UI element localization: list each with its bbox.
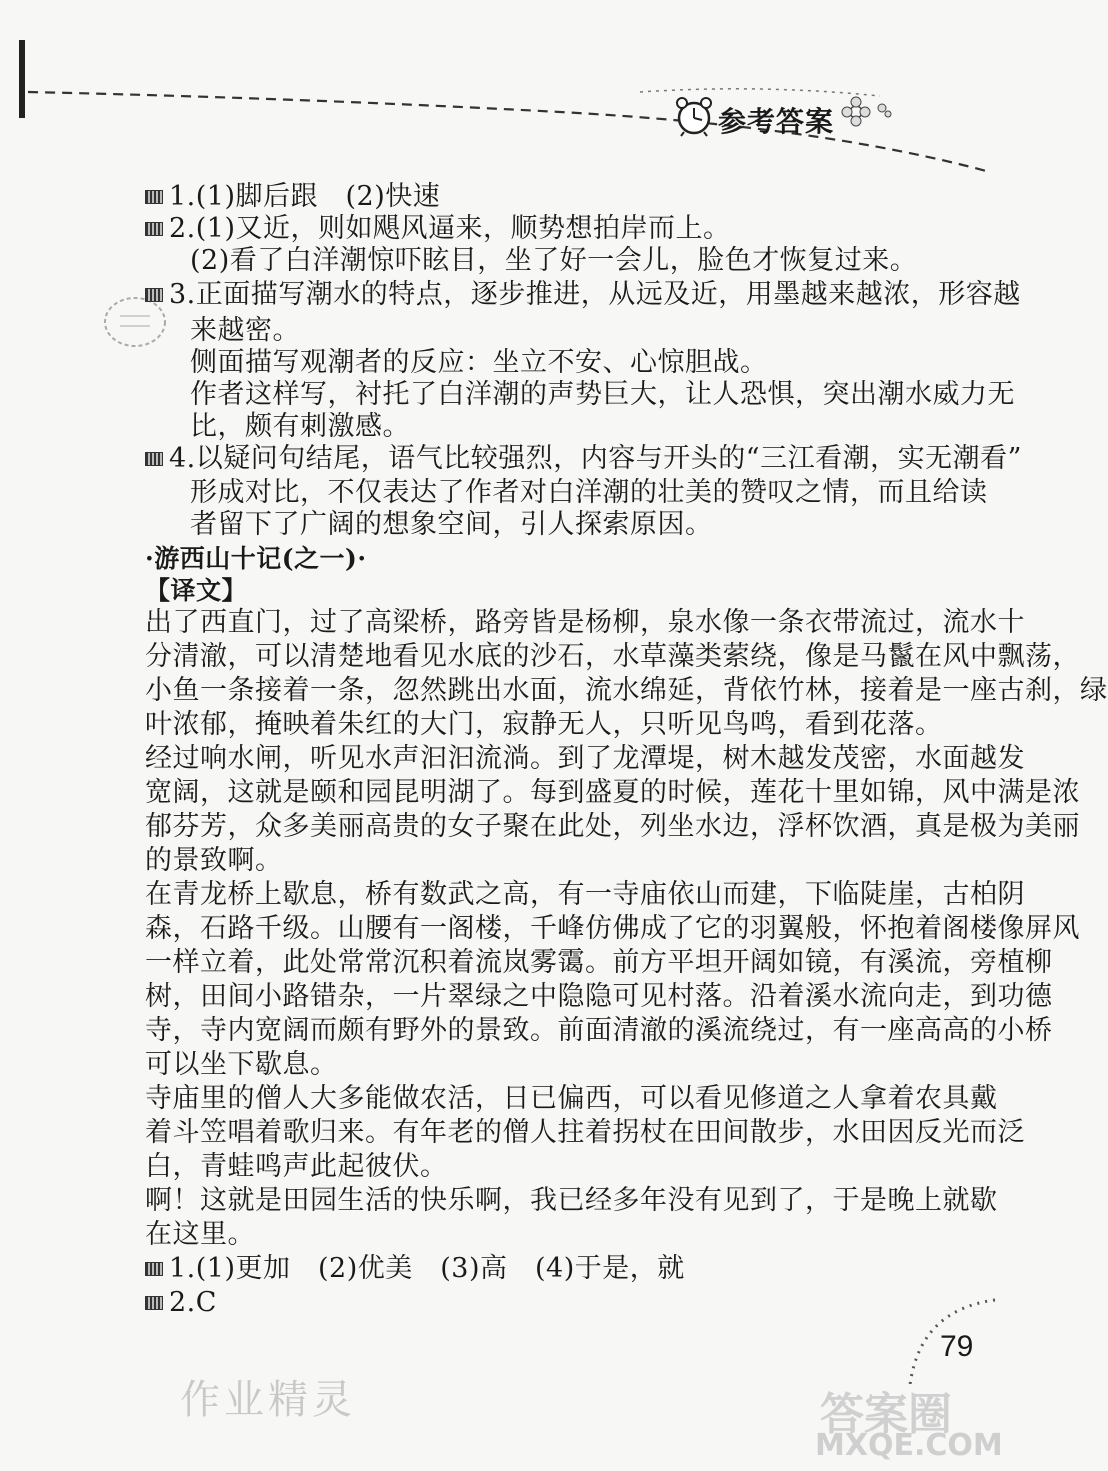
translation-line: 出了西直门，过了高梁桥，路旁皆是杨柳，泉水像一条衣带流过，流水十 <box>145 607 1025 638</box>
answer-line: 侧面描写观潮者的反应：坐立不安、心惊胆战。 <box>190 347 768 378</box>
answer-line: 者留下了广阔的想象空间，引人探索原因。 <box>190 509 713 540</box>
translation-line: 一样立着，此处常常沉积着流岚雾霭。前方平坦开阔如镜，有溪流，旁植柳 <box>145 947 1053 978</box>
answer-line: 形成对比，不仅表达了作者对白洋潮的壮美的赞叹之情，而且给读 <box>190 477 988 508</box>
translation-line: 在青龙桥上歇息，桥有数武之高，有一寺庙依山而建，下临陡崖，古柏阴 <box>145 879 1025 910</box>
footer-watermark: 作业精灵 <box>180 1377 356 1423</box>
translation-line: 分清澈，可以清楚地看见水底的沙石，水草藻类萦绕，像是马鬣在风中飘荡， <box>145 641 1080 672</box>
translation-line: 经过响水闸，听见水声汩汩流淌。到了龙潭堤，树木越发茂密，水面越发 <box>145 743 1025 774</box>
translation-line: 白，青蛙鸣声此起彼伏。 <box>145 1151 448 1182</box>
answer-line: 4.以疑问句结尾，语气比较强烈，内容与开头的“三江看潮，实无潮看” <box>145 442 1022 476</box>
alarm-clock-icon <box>672 94 716 142</box>
flower-icon <box>838 94 898 134</box>
translation-line: 在这里。 <box>145 1219 255 1250</box>
answer-bullet-icon <box>145 190 163 204</box>
answer-line: 1.(1)脚后跟 (2)快速 <box>145 180 440 214</box>
translation-line: 小鱼一条接着一条，忽然跳出水面，流水绵延，背依竹林，接着是一座古刹，绿 <box>145 675 1108 706</box>
section-title: ·游西山十记(之一)· <box>145 544 367 573</box>
translation-line: 寺，寺内宽阔而颇有野外的景致。前面清澈的溪流绕过，有一座高高的小桥 <box>145 1015 1053 1046</box>
translation-line: 的景致啊。 <box>145 845 283 876</box>
translation-line: 宽阔，这就是颐和园昆明湖了。每到盛夏的时候，莲花十里如锦，风中满是浓 <box>145 777 1080 808</box>
answer-line: 2.(1)又近，则如飓风逼来，顺势想拍岸而上。 <box>145 212 731 246</box>
answer-line: 1.(1)更加 (2)优美 (3)高 (4)于是，就 <box>145 1252 685 1286</box>
translation-line: 叶浓郁，掩映着朱红的大门，寂静无人，只听见鸟鸣，看到花落。 <box>145 709 943 740</box>
translation-line: 树，田间小路错杂，一片翠绿之中隐隐可见村落。沿着溪水流向走，到功德 <box>145 981 1053 1012</box>
answer-bullet-icon <box>145 222 163 236</box>
translation-line: 森，石路千级。山腰有一阁楼，千峰仿佛成了它的羽翼般，怀抱着阁楼像屏风 <box>145 913 1080 944</box>
answer-line: 作者这样写，衬托了白洋潮的声势巨大，让人恐惧，突出潮水威力无 <box>190 379 1015 410</box>
answer-line: 3.正面描写潮水的特点，逐步推进，从远及近，用墨越来越浓，形容越 <box>145 278 1021 312</box>
site-watermark: MXQE.COM <box>815 1428 1003 1463</box>
answer-line: 来越密。 <box>190 315 300 346</box>
answer-bullet-icon <box>145 452 163 466</box>
translation-line: 郁芬芳，众多美丽高贵的女子聚在此处，列坐水边，浮杯饮酒，真是极为美丽 <box>145 811 1080 842</box>
answer-line: (2)看了白洋潮惊吓眩目，坐了好一会儿，脸色才恢复过来。 <box>190 245 918 276</box>
translation-line: 啊！这就是田园生活的快乐啊，我已经多年没有见到了，于是晚上就歇 <box>145 1185 998 1216</box>
translation-line: 可以坐下歇息。 <box>145 1049 338 1080</box>
answer-line: 比，颇有刺激感。 <box>190 411 410 442</box>
translation-line: 寺庙里的僧人大多能做农活，日已偏西，可以看见修道之人拿着农具戴 <box>145 1083 998 1114</box>
logo-watermark: 答案圈 <box>820 1389 952 1440</box>
answer-bullet-icon <box>145 288 163 302</box>
page-header-title: 参考答案 <box>718 105 835 138</box>
page-number: 79 <box>940 1330 974 1363</box>
answer-line: 2.C <box>145 1286 217 1320</box>
translation-line: 着斗笠唱着歌归来。有年老的僧人拄着拐杖在田间散步，水田因反光而泛 <box>145 1117 1025 1148</box>
translation-label: 【译文】 <box>145 576 248 605</box>
answer-bullet-icon <box>145 1296 163 1310</box>
answer-bullet-icon <box>145 1262 163 1276</box>
